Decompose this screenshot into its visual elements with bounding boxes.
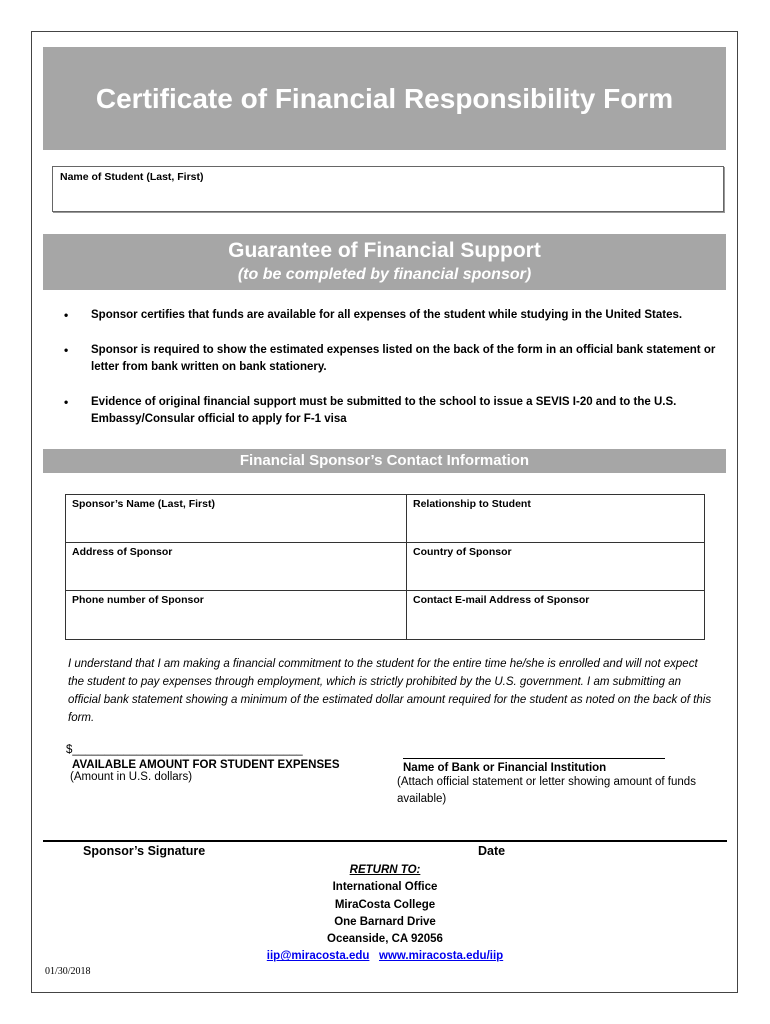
list-item <box>64 394 724 429</box>
contact-table <box>65 494 705 640</box>
amount-title: AVAILABLE AMOUNT FOR STUDENT EXPENSES <box>72 759 340 771</box>
guarantee-bullet-list <box>64 307 724 446</box>
amount-input-line[interactable]: $____________________________________ <box>66 744 303 756</box>
list-item <box>64 342 724 377</box>
website-link[interactable]: www.miracosta.edu/iip <box>379 950 504 963</box>
country-label: Country of Sponsor <box>413 546 512 558</box>
return-office: International Office <box>332 881 438 894</box>
list-item <box>64 307 724 325</box>
bank-input-line[interactable] <box>403 744 665 759</box>
sponsor-signature-label: Sponsor’s Signature <box>83 844 206 858</box>
bank-block <box>397 744 717 808</box>
guarantee-title: Guarantee of Financial Support <box>228 239 541 262</box>
bank-title: Name of Bank or Financial Institution <box>403 762 607 774</box>
sponsor-name-field[interactable] <box>66 495 407 543</box>
bullet-dot: • <box>64 394 69 409</box>
guarantee-subtitle: (to be completed by financial sponsor) <box>237 266 532 283</box>
form-title: Certificate of Financial Responsibility Form <box>43 47 726 150</box>
return-college: MiraCosta College <box>334 898 436 911</box>
return-city: Oceanside, CA 92056 <box>327 933 443 946</box>
student-name-label: Name of Student (Last, First) <box>60 171 204 183</box>
form-revision-date: 01/30/2018 <box>45 966 91 977</box>
contact-banner: Financial Sponsor’s Contact Information <box>43 449 726 473</box>
bullet-dot: • <box>64 342 69 357</box>
bank-note: (Attach official statement or letter showing amount of funds available) <box>397 776 696 805</box>
commitment-statement: I understand that I am making a financial commitment to the student for the entire time he/she is enrolled and will not expect the student to pay expenses through employment, which is strictly prohibited by the U.S. government. I am submitting an official bank statement showing a minimum of the estimated dollar amount required for the student as noted on the back of this form. <box>68 658 712 724</box>
date-label: Date <box>478 844 506 858</box>
address-field[interactable] <box>66 543 407 591</box>
email-label: Contact E-mail Address of Sponsor <box>413 594 590 606</box>
bullet-text: Evidence of original financial support must be submitted to the school to issue a SEVIS I-20 and to the U.S. Embassy/Consular official to apply for F-1 visa <box>91 395 677 425</box>
return-title: RETURN TO: <box>349 864 421 876</box>
bullet-dot: • <box>64 308 69 322</box>
relationship-field[interactable] <box>407 495 704 543</box>
amount-note: (Amount in U.S. dollars) <box>70 771 193 783</box>
email-field[interactable] <box>407 591 704 639</box>
bullet-text: Sponsor is required to show the estimated expenses listed on the back of the form in an official bank statement or letter from bank written on bank stationery. <box>91 343 716 373</box>
sponsor-name-label: Sponsor’s Name (Last, First) <box>72 498 215 510</box>
return-street: One Barnard Drive <box>334 915 436 928</box>
email-link[interactable]: iip@miracosta.edu <box>266 950 370 963</box>
address-label: Address of Sponsor <box>72 546 173 558</box>
phone-label: Phone number of Sponsor <box>72 594 204 606</box>
bullet-text: Sponsor certifies that funds are available for all expenses of the student while studying in the United States. <box>91 309 683 321</box>
phone-field[interactable] <box>66 591 407 639</box>
guarantee-banner <box>43 234 726 290</box>
student-name-field[interactable] <box>52 166 724 212</box>
relationship-label: Relationship to Student <box>413 498 531 510</box>
country-field[interactable] <box>407 543 704 591</box>
return-address <box>160 862 610 966</box>
signature-line[interactable] <box>43 840 727 842</box>
contact-links <box>160 948 610 965</box>
amount-block <box>66 744 340 783</box>
